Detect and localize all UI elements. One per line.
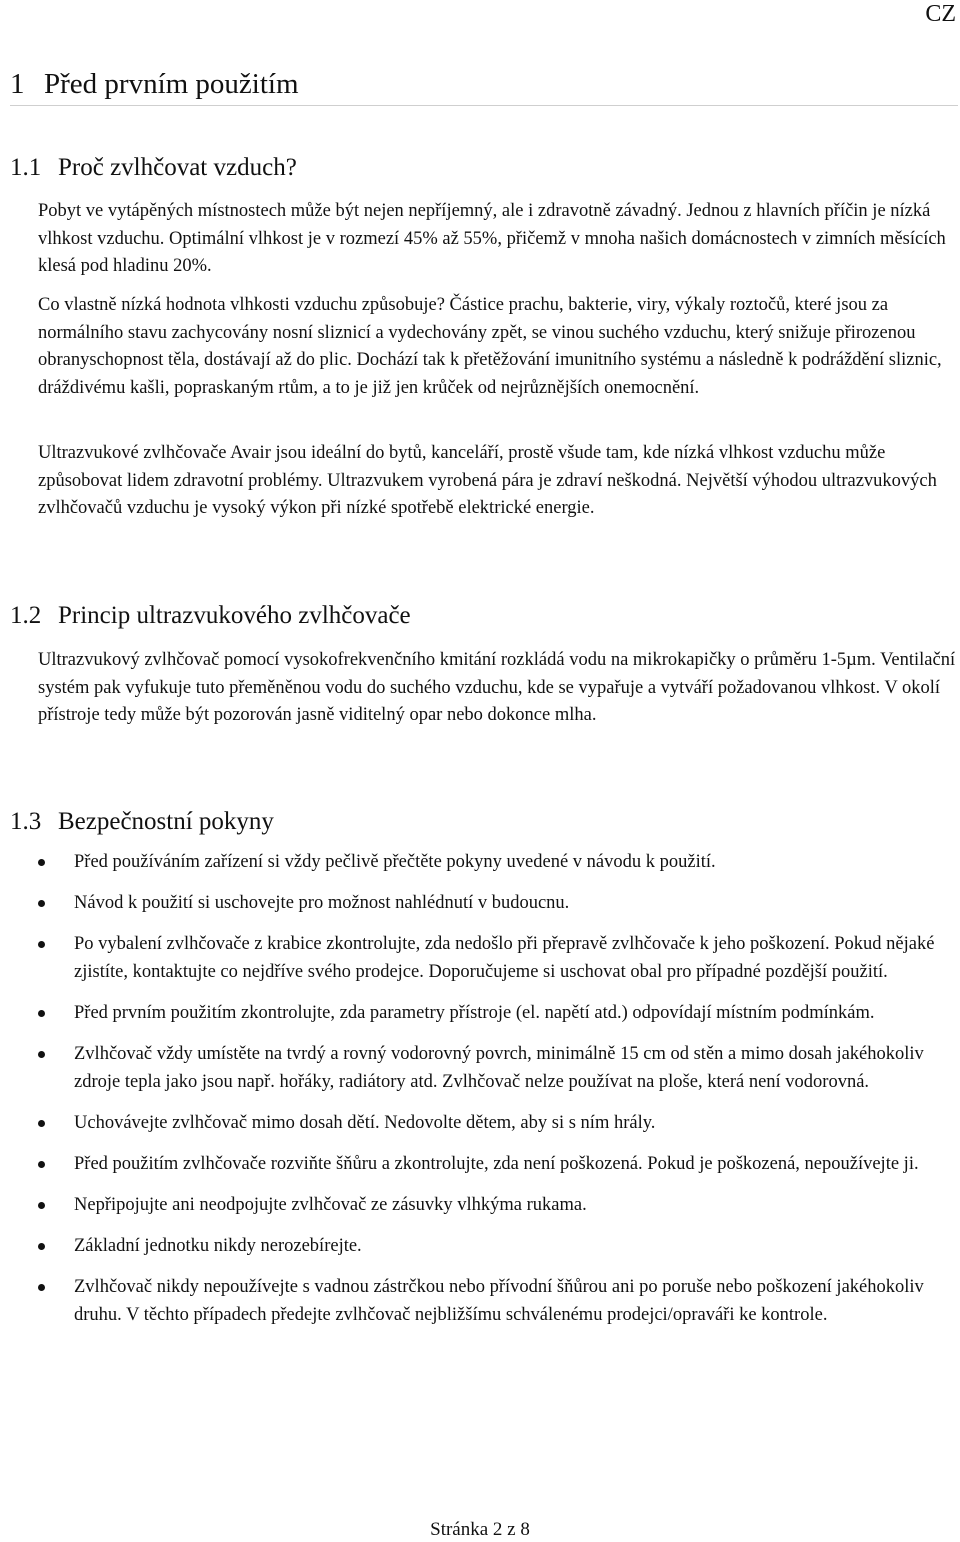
list-item-text: Před používáním zařízení si vždy pečlivě přečtěte pokyny uvedené v návodu k použití. bbox=[74, 852, 716, 872]
list-item-text: Základní jednotku nikdy nerozebírejte. bbox=[74, 1236, 362, 1256]
list-item-text: Zvlhčovač vždy umístěte na tvrdý a rovný vodorovný povrch, minimálně 15 cm od stěn a mimo dosah jakéhokoliv zdroje tepla jako jsou např. hořáky, radiátory atd. Zvlhčovač nelze používat na ploše, která není vodorovná. bbox=[74, 1044, 924, 1092]
safety-instructions-list bbox=[38, 848, 958, 1342]
section-heading-1-1 bbox=[10, 152, 297, 184]
language-code: CZ bbox=[925, 1, 956, 27]
list-item bbox=[38, 889, 958, 917]
list-item bbox=[38, 930, 958, 986]
section-title: Princip ultrazvukového zvlhčovače bbox=[58, 602, 411, 629]
bullet-icon bbox=[38, 941, 45, 948]
bullet-icon bbox=[38, 1120, 45, 1127]
bullet-icon bbox=[38, 1010, 45, 1017]
paragraph: Ultrazvukové zvlhčovače Avair jsou ideální do bytů, kanceláří, prostě všude tam, kde nízká vlhkost vzduchu může způsobovat lidem zdravotní problémy. Ultrazvukem vyrobená pára je zdraví neškodná. Největší výhodou ultrazvukových zvlhčovačů vzduchu je vysoký výkon při nízké spotřebě elektrické energie. bbox=[38, 443, 937, 518]
list-item-text: Nepřipojujte ani neodpojujte zvlhčovač ze zásuvky vlhkýma rukama. bbox=[74, 1195, 587, 1215]
paragraph: Pobyt ve vytápěných místnostech může být nejen nepříjemný, ale i zdravotně závadný. Jednou z hlavních příčin je nízká vlhkost vzduchu. Optimální vlhkost je v rozmezí 45% až 55%, přičemž v mnoha našich domácnostech v zimních měsících klesá pod hladinu 20%. bbox=[38, 201, 946, 276]
list-item-text: Uchovávejte zvlhčovač mimo dosah dětí. Nedovolte dětem, aby si s ním hrály. bbox=[74, 1113, 656, 1133]
bullet-icon bbox=[38, 1202, 45, 1209]
bullet-icon bbox=[38, 1161, 45, 1168]
paragraph: Co vlastně nízká hodnota vlhkosti vzduchu způsobuje? Částice prachu, bakterie, viry, výkaly roztočů, které jsou za normálního stavu zachycovány nosní sliznicí a vydechovány zpět, se vinou suchého vzduchu, který snižuje přirozenou obranyschopnost těla, dostávají až do plic. Dochází tak k přetěžování imunitního systému a následně k podráždění sliznic, dráždivému kašli, popraskaným rtům, a to je již jen krůček od nejrůznějších onemocnění. bbox=[38, 295, 942, 398]
section-number: 1.3 bbox=[10, 808, 42, 835]
bullet-icon bbox=[38, 1051, 45, 1058]
list-item bbox=[38, 1232, 958, 1260]
list-item bbox=[38, 1273, 958, 1329]
bullet-icon bbox=[38, 1243, 45, 1250]
section-title: Bezpečnostní pokyny bbox=[58, 808, 274, 835]
section-heading-1-2 bbox=[10, 600, 411, 632]
list-item bbox=[38, 999, 958, 1027]
list-item-text: Návod k použití si uschovejte pro možnost nahlédnutí v budoucnu. bbox=[74, 893, 570, 913]
section-number: 1.2 bbox=[10, 602, 42, 629]
list-item-text: Po vybalení zvlhčovače z krabice zkontrolujte, zda nedošlo při přepravě zvlhčovače k jeho poškození. Pokud nějaké zjistíte, kontaktujte co nejdříve svého prodejce. Doporučujeme si uschovat obal pro případné pozdější použití. bbox=[74, 934, 935, 982]
list-item bbox=[38, 848, 958, 876]
paragraph: Ultrazvukový zvlhčovač pomocí vysokofrekvenčního kmitání rozkládá vodu na mikrokapičky o průměru 1-5µm. Ventilační systém pak vyfukuje tuto přeměněnou vodu do suchého vzduchu, kde se vypařuje a vytváří požadovanou vlhkost. V okolí přístroje tedy může být pozorován jasně viditelný opar nebo dokonce mlha. bbox=[38, 650, 956, 725]
section-number: 1.1 bbox=[10, 154, 42, 181]
bullet-icon bbox=[38, 1284, 45, 1291]
list-item bbox=[38, 1040, 958, 1096]
chapter-heading bbox=[10, 64, 958, 106]
list-item bbox=[38, 1191, 958, 1219]
list-item-text: Zvlhčovač nikdy nepoužívejte s vadnou zástrčkou nebo přívodní šňůrou ani po poruše nebo poškození jakéhokoliv druhu. V těchto případech předejte zvlhčovač nejbližšímu schválenému prodejci/opraváři ke kontrole. bbox=[74, 1277, 924, 1325]
list-item bbox=[38, 1109, 958, 1137]
list-item-text: Před použitím zvlhčovače rozviňte šňůru a zkontrolujte, zda není poškozená. Pokud je poškozená, nepoužívejte ji. bbox=[74, 1154, 919, 1174]
chapter-number: 1 bbox=[10, 68, 25, 100]
bullet-icon bbox=[38, 859, 45, 866]
chapter-title: Před prvním použitím bbox=[44, 68, 299, 100]
bullet-icon bbox=[38, 900, 45, 907]
section-title: Proč zvlhčovat vzduch? bbox=[58, 154, 297, 181]
section-heading-1-3 bbox=[10, 806, 274, 838]
list-item bbox=[38, 1150, 958, 1178]
page-number: Stránka 2 z 8 bbox=[430, 1519, 530, 1540]
list-item-text: Před prvním použitím zkontrolujte, zda parametry přístroje (el. napětí atd.) odpovídají místním podmínkám. bbox=[74, 1003, 875, 1023]
